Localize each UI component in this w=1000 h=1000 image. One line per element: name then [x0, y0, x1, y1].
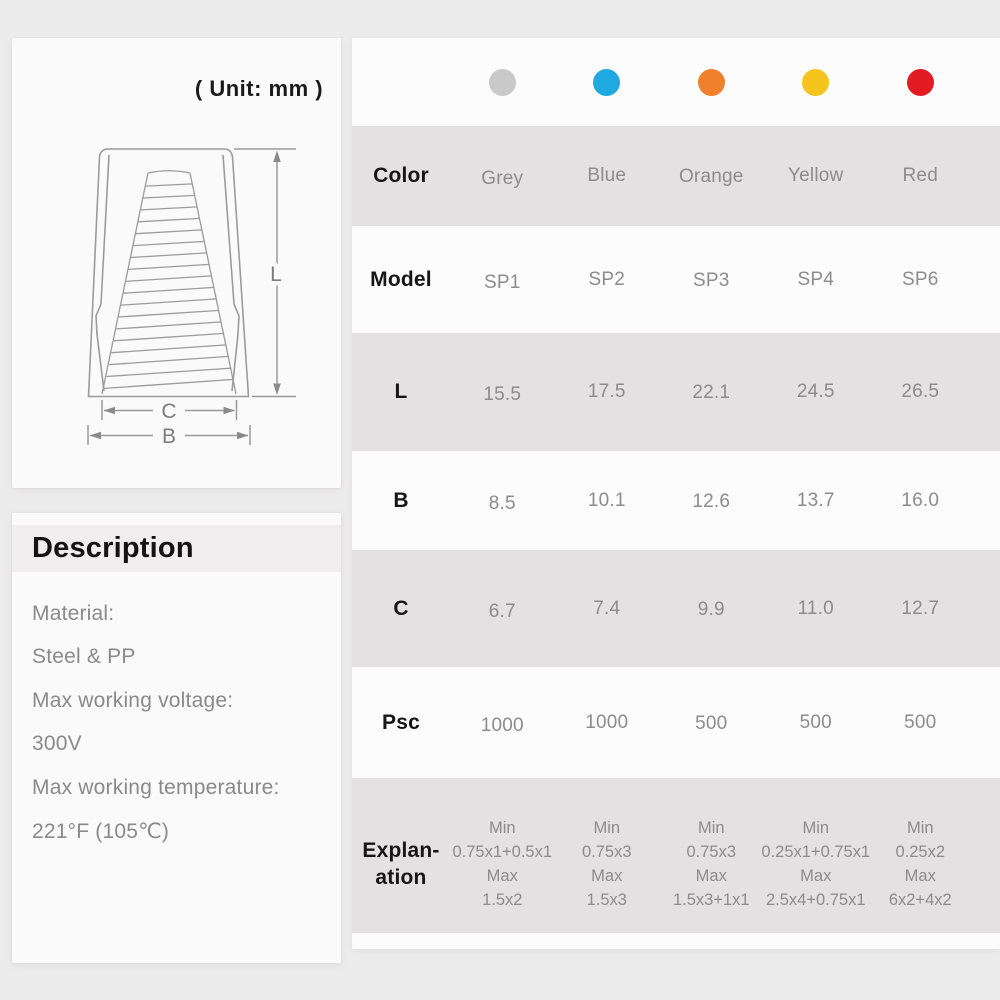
table-cell: 7.4	[593, 597, 621, 619]
dim-b-label: B	[161, 425, 177, 448]
description-panel	[12, 513, 341, 963]
table-cell: 1000	[585, 711, 629, 733]
yellow-dot	[802, 69, 829, 96]
explanation-cell: Min 0.75x1+0.5x1 Max 1.5x2	[452, 818, 553, 909]
description-line: Max working temperature:	[32, 775, 280, 799]
row-label-psc: Psc	[382, 710, 420, 734]
orange-dot	[698, 69, 725, 96]
table-row-c	[352, 550, 1000, 667]
row-label-color: Color	[373, 164, 429, 187]
red-dot	[907, 69, 934, 96]
table-cell: Orange	[678, 166, 744, 187]
dim-l-label: L	[270, 263, 282, 286]
grey-dot	[489, 69, 516, 96]
explanation-cell: Min 0.75x3 Max 1.5x3+1x1	[672, 818, 750, 909]
table-cell: 22.1	[692, 382, 731, 403]
explanation-cell: Min 0.25x2 Max 6x2+4x2	[888, 818, 952, 909]
table-row-model	[352, 226, 1000, 333]
table-cell: 12.7	[901, 597, 940, 619]
table-row-psc	[352, 667, 1000, 778]
diagram-panel	[12, 38, 341, 488]
table-cell: 24.5	[796, 381, 835, 402]
dimension-l	[234, 149, 296, 397]
wire-nut-outline	[89, 149, 249, 397]
table-cell: Red	[902, 165, 938, 186]
description-line: 221°F (105℃)	[32, 819, 170, 843]
table-bottom-strip	[352, 933, 1000, 949]
blue-dot	[593, 69, 620, 96]
description-title-band	[12, 525, 341, 572]
description-body	[12, 572, 341, 853]
row-label-model: Model	[370, 267, 432, 291]
table-cell: 8.5	[488, 492, 516, 514]
wire-nut-threads	[102, 171, 236, 394]
row-label-explanation: Explan- ation	[362, 838, 440, 889]
table-row-explanation	[352, 778, 1000, 933]
description-line: Steel & PP	[32, 645, 136, 669]
description-line: 300V	[32, 732, 82, 756]
empty-cell	[352, 38, 450, 126]
dimension-c	[102, 400, 237, 423]
table-cell: 17.5	[587, 381, 626, 402]
table-row-color	[352, 126, 1000, 226]
explanation-cell: Min 0.25x1+0.75x1 Max 2.5x4+0.75x1	[761, 818, 871, 909]
description-title: Description	[32, 532, 194, 564]
table-cell: SP6	[901, 268, 939, 290]
table-cell: SP1	[483, 271, 521, 293]
table-cell: SP4	[797, 268, 834, 290]
table-cell: 26.5	[901, 381, 940, 402]
unit-label: ( Unit: mm )	[194, 76, 324, 101]
table-cell: 13.7	[796, 489, 835, 511]
table-cell: Blue	[587, 165, 627, 186]
table-cell: SP2	[588, 268, 625, 290]
row-label-c: C	[393, 596, 409, 620]
table-cell: 6.7	[488, 600, 516, 622]
table-cell: Grey	[481, 168, 524, 189]
table-cell: 15.5	[483, 384, 522, 405]
table-cell: 10.1	[587, 489, 626, 511]
table-cell: 1000	[480, 714, 524, 736]
table-cell: 11.0	[797, 597, 834, 619]
table-cell: 500	[904, 711, 937, 733]
dim-c-label: C	[161, 400, 177, 423]
description-line: Max working voltage:	[32, 688, 234, 712]
spec-table	[352, 38, 1000, 949]
table-cell: 16.0	[901, 489, 940, 511]
table-cell: 500	[799, 711, 832, 733]
table-cell: 12.6	[692, 490, 731, 512]
description-line: Material:	[32, 601, 115, 625]
table-cell: Yellow	[788, 165, 844, 186]
table-row-l	[352, 333, 1000, 451]
table-cell: 500	[695, 712, 728, 734]
table-row-b	[352, 451, 1000, 550]
table-cell: 9.9	[697, 598, 725, 620]
wire-nut-diagram	[12, 38, 341, 488]
row-label-l: L	[394, 380, 408, 403]
row-label-b: B	[393, 488, 409, 512]
color-dots-row	[352, 38, 1000, 126]
table-cell: SP3	[692, 269, 730, 291]
dimension-b	[88, 425, 250, 448]
explanation-cell: Min 0.75x3 Max 1.5x3	[581, 818, 632, 909]
